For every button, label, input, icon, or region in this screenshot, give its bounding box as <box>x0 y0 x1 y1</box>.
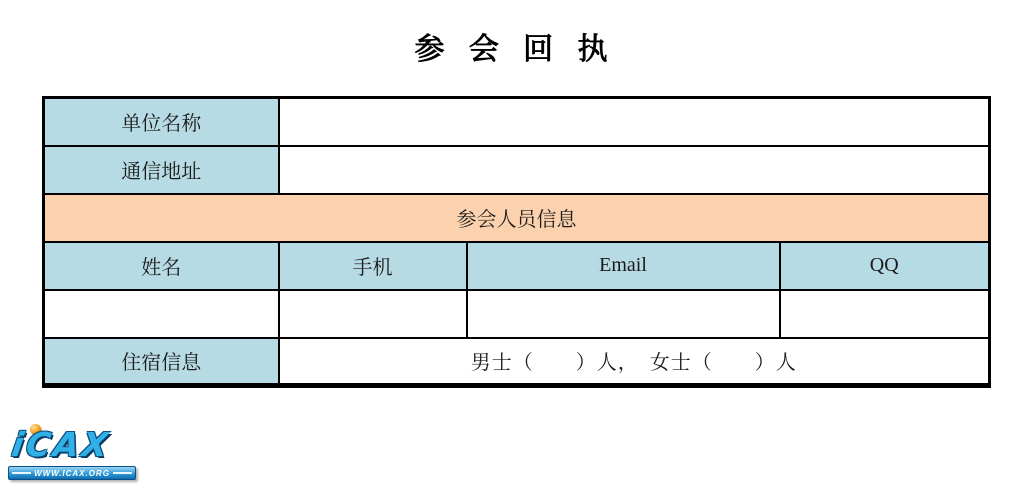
banner-line-right <box>113 472 132 474</box>
address-label: 通信地址 <box>44 146 279 194</box>
banner-line-left <box>12 472 31 474</box>
table-row-section-header <box>44 194 990 242</box>
reply-form-table <box>42 96 991 388</box>
table-row-attendee <box>44 290 990 338</box>
page-title: 参 会 回 执 <box>414 33 616 66</box>
lodging-count-input-cell[interactable]: 男士（ ）人， 女士（ ）人 <box>279 338 990 386</box>
icax-logo-text: iCAX <box>9 425 114 464</box>
table-row-lodging <box>44 338 990 386</box>
lodging-label: 住宿信息 <box>44 338 279 386</box>
icax-logo-banner <box>8 466 136 480</box>
unit-name-input-cell[interactable] <box>279 98 990 146</box>
unit-name-label: 单位名称 <box>44 98 279 146</box>
attendee-email-input-cell[interactable] <box>467 290 780 338</box>
column-header-qq: QQ <box>780 242 990 290</box>
column-header-name: 姓名 <box>44 242 279 290</box>
attendee-name-input-cell[interactable] <box>44 290 279 338</box>
table-row-unit-name <box>44 98 990 146</box>
attendee-qq-input-cell[interactable] <box>780 290 990 338</box>
icax-logo-mark <box>8 427 136 465</box>
table-row-address <box>44 146 990 194</box>
attendee-mobile-input-cell[interactable] <box>279 290 467 338</box>
icax-logo <box>8 427 136 480</box>
column-header-email: Email <box>467 242 780 290</box>
attendee-section-header: 参会人员信息 <box>44 194 990 242</box>
icax-logo-url: WWW.ICAX.ORG <box>34 468 110 478</box>
address-input-cell[interactable] <box>279 146 990 194</box>
table-row-column-headers <box>44 242 990 290</box>
column-header-mobile: 手机 <box>279 242 467 290</box>
